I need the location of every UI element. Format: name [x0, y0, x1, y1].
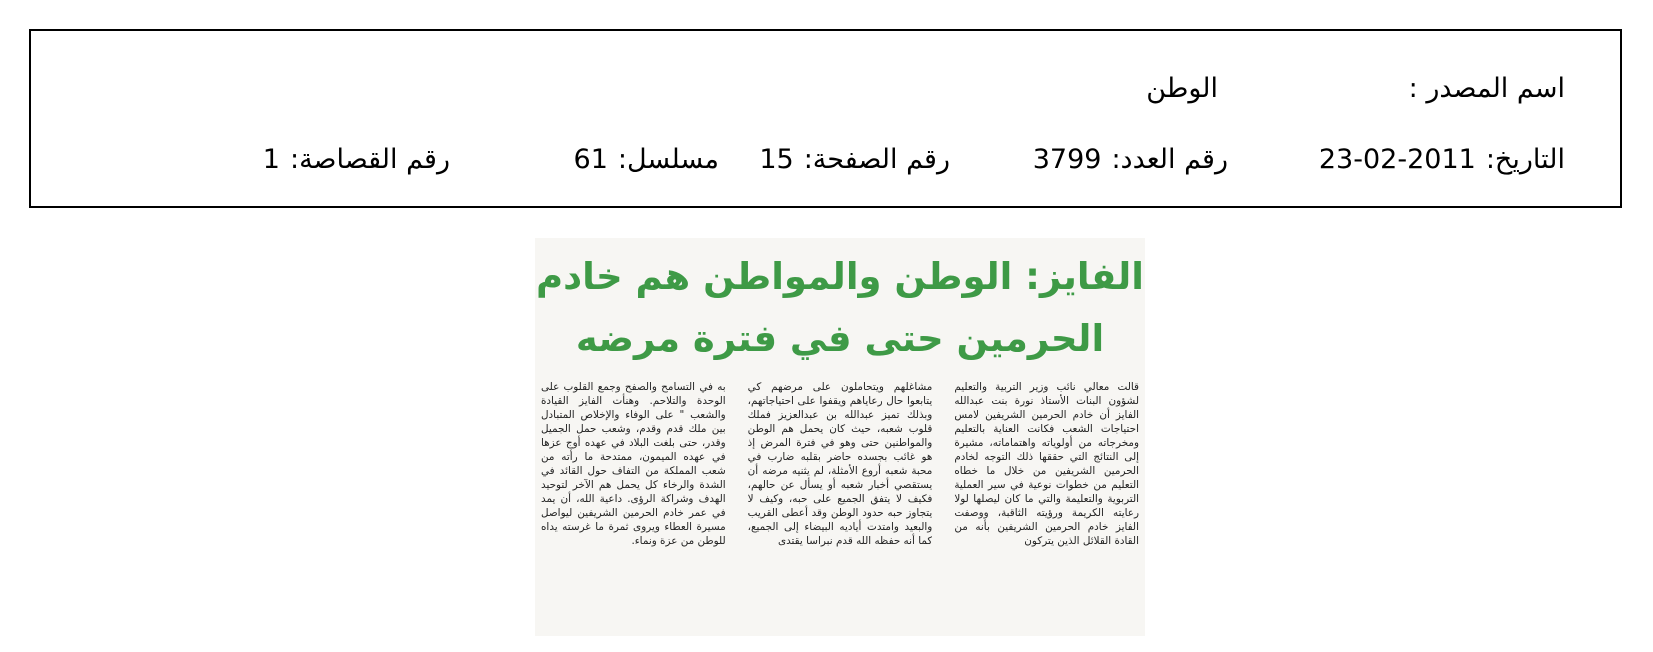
headline-line-1: الفايز: الوطن والمواطن هم خادم: [536, 255, 1144, 298]
date-field: [1319, 144, 1565, 175]
article-column-1: [954, 380, 1139, 632]
column-2-text: مشاغلهم ويتحاملون على مرضهم كي يتابعوا حال رعاياهم ويقفوا على احتياجاتهم، وبذلك تميز عبدالله بن عبدالعزيز فملك قلوب شعبه، حيث كان يحمل هم الوطن والمواطنين حتى وهو في فترة المرض إذ هو غائب بجسده حاضر بقلبه ضارب في محبة شعبه أروع الأمثلة، لم يثنيه مرضه أن يستقصي أخبار شعبه أو يسأل عن حالهم، فكيف لا يتفق الجميع على حبه، وكيف لا يتجاوز حبه حدود الوطن وقد أعطى القريب والبعيد وامتدت أياديه البيضاء إلى الجميع، كما أنه حفظه الله قدم نبراسا يقتدى: [747, 381, 933, 547]
date-label: التاريخ:: [1485, 144, 1565, 175]
serial-label: مسلسل:: [617, 144, 719, 175]
clip-value: 1: [262, 144, 280, 175]
article-column-2: [748, 380, 933, 632]
metadata-box: [29, 29, 1622, 208]
clip-label: رقم القصاصة:: [289, 144, 450, 175]
newspaper-clipping: [535, 238, 1145, 636]
serial-field: [574, 144, 719, 175]
clip-field: [263, 144, 450, 175]
date-value: 2011-02-23: [1318, 144, 1476, 175]
article-columns: [541, 380, 1139, 632]
headline-line-2: الحرمين حتى في فترة مرضه: [575, 317, 1105, 360]
page-label: رقم الصفحة:: [803, 144, 950, 175]
details-row: [31, 144, 1620, 184]
issue-label: رقم العدد:: [1111, 144, 1228, 175]
page-field: [759, 144, 950, 175]
article-column-3: [541, 380, 726, 632]
source-row: [31, 73, 1620, 113]
issue-field: [1033, 144, 1228, 175]
issue-value: 3799: [1032, 144, 1102, 175]
source-value: الوطن: [1146, 73, 1218, 104]
column-3-text: به في التسامح والصفح وجمع القلوب على الوحدة والتلاحم. وهنأت الفايز القيادة والشعب " على الوفاء والإخلاص المتبادل بين ملك قدم وقدم، وشعب حمل الجميل وقدر، حتى بلغت البلاد في عهده أوج عزها في عهده الميمون، ممتدحة ما رأته من شعب المملكة من التفاف حول القائد في الشدة والرخاء كل يحمل هم الآخر لتوحيد الهدف وشراكة الرؤى. داعية الله، أن يمد في عمر خادم الحرمين الشريفين ليواصل مسيرة العطاء ويروى ثمرة ما غرسته يداه للوطن من عزة ونماء.: [540, 381, 726, 547]
page-value: 15: [759, 144, 794, 175]
serial-value: 61: [573, 144, 608, 175]
source-label: اسم المصدر :: [1408, 73, 1565, 104]
article-headline: [535, 246, 1145, 370]
column-1-text: قالت معالي نائب وزير التربية والتعليم لشؤون البنات الأستاذ نورة بنت عبدالله الفايز أن خادم الحرمين الشريفين لامس احتياجات الشعب فكانت العناية بالتعليم ومخرجاته من أولوياته واهتماماته، مشيرة إلى النتائج التي حققها ذلك التوجه لخادم الحرمين الشريفين من خلال ما خطاه التعليم من خطوات نوعية في سير العملية التربوية والتعليمة والتي ما كان ليصلها لولا رعايته الكريمة ورؤيته الثاقبة، ووصفت الفايز خادم الحرمين الشريفين بأنه من القادة القلائل الذين يتركون: [954, 381, 1139, 547]
